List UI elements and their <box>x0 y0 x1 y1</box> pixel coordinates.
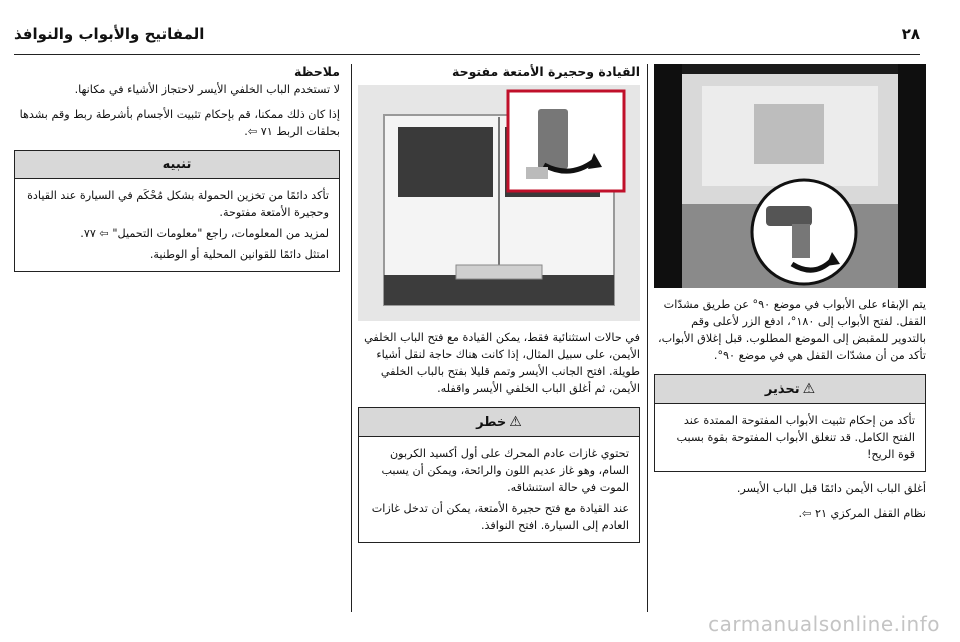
note-para-1: لا تستخدم الباب الخلفي الأيسر لاحتجاز الأشياء في مكانها. <box>74 83 340 96</box>
note-para-2: إذا كان ذلك ممكنا، قم بإحكام تثبيت الأجسام بأشرطة ربط وقم بشدها بحلقات الربط ٧١ ⇦. <box>19 108 340 138</box>
caution-box <box>654 374 926 472</box>
driving-open-text: في حالات استثنائية فقط، يمكن القيادة مع فتح الباب الخلفي الأيمن، على سبيل المثال، إذا كانت هناك حاجة لنقل أشياء طويلة. افتح الجانب الأيسر وتمم قليلا بفتح بالباب الخلفي الأيمن، ثم أغلق الباب الخلفي الأيسر واقفله. <box>364 331 640 395</box>
door-position-text: يتم الإبقاء على الأبواب في موضع ٩٠° عن طريق مشدّات القفل. لفتح الأبواب إلى ١٨٠°، ادفع الزر لأعلى وقم بالتدوير للمقبض إلى الموضع المطلوب. قبل إغلاق الأبواب، تأكد من أن مشدّات القفل هي في موضع ٩٠°. <box>657 298 926 362</box>
section-heading: القيادة وحجيرة الأمتعة مفتوحة <box>451 64 640 79</box>
note-title: ملاحظة <box>294 64 340 79</box>
warning-triangle-icon: ⚠ <box>802 381 816 397</box>
section-title: المفاتيح والأبواب والنوافذ <box>14 25 205 43</box>
van-cargo-photo <box>654 64 926 288</box>
column-divider <box>351 64 352 612</box>
page-header <box>14 20 920 48</box>
left-column <box>14 64 340 272</box>
danger-para-2: عند القيادة مع فتح حجيرة الأمتعة، يمكن أن تدخل غازات العادم إلى السيارة. افتح النوافذ. <box>371 502 629 532</box>
column-divider <box>647 64 648 612</box>
caution-header <box>655 375 925 404</box>
caution-title: تحذير <box>764 381 800 397</box>
notice-box <box>14 150 340 272</box>
watermark: carmanualsonline.info <box>708 612 940 636</box>
central-locking-reference: نظام القفل المركزي ٢١ ⇦. <box>798 507 926 520</box>
notice-para-3: امتثل دائمًا للقوانين المحلية أو الوطنية. <box>149 248 329 261</box>
notice-header <box>15 151 339 179</box>
notice-title: تنبيه <box>162 157 192 172</box>
middle-column <box>358 64 640 543</box>
page-number: ٢٨ <box>901 25 920 43</box>
danger-header <box>359 408 639 437</box>
warning-triangle-icon: ⚠ <box>509 414 522 430</box>
close-right-door-text: أغلق الباب الأيمن دائمًا قبل الباب الأيسر. <box>736 482 926 495</box>
notice-para-1: تأكد دائمًا من تخزين الحمولة بشكل مُحْكَم في السيارة عند القيادة وحجيرة الأمتعة مفتوحة. <box>27 189 329 219</box>
van-rear-photo <box>358 85 640 321</box>
danger-para-1: تحتوي غازات عادم المحرك على أول أكسيد الكربون السام، وهو غاز عديم اللون والرائحة، ويمكن أن يسبب الموت في حالة استنشاقه. <box>381 447 629 494</box>
header-rule <box>14 54 920 55</box>
figure-van-rear <box>358 85 640 321</box>
figure-van-interior <box>654 64 926 288</box>
notice-para-2: لمزيد من المعلومات، راجع "معلومات التحميل" ⇦ ٧٧. <box>80 227 329 240</box>
caution-body: تأكد من إحكام تثبيت الأبواب المفتوحة الممتدة عند الفتح الكامل. قد تنغلق الأبواب المفتوحة بقوة بسبب قوة الريح! <box>676 414 915 461</box>
danger-box <box>358 407 640 543</box>
right-column <box>654 64 926 522</box>
danger-title: خطر <box>476 414 507 430</box>
